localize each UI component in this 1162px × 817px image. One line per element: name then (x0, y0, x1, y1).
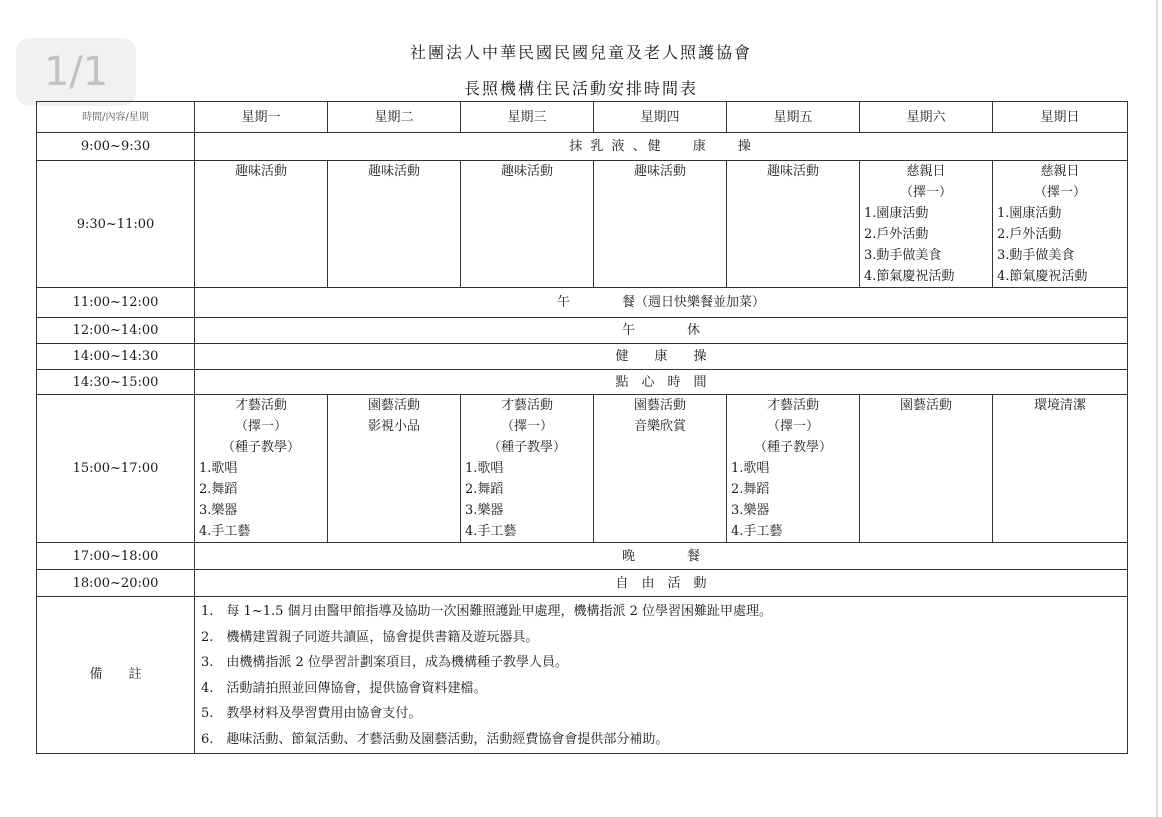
activity-heading: 慈親日 (906, 164, 946, 179)
activity-cell-wed (461, 161, 594, 288)
note-item: 2. 機構建置親子同遊共讀區，協會提供書籍及遊玩器具。 (201, 629, 539, 645)
row-1500 (37, 395, 1128, 543)
choose-one-label: （擇一） (899, 185, 952, 200)
option-item: 4.手工藝 (199, 524, 251, 539)
day-header-tue: 星期二 (328, 102, 461, 133)
time-cell: 17:00~18:00 (37, 543, 195, 570)
row-1430 (37, 370, 1128, 395)
day-header-fri: 星期五 (727, 102, 860, 133)
time-cell: 12:00~14:00 (37, 318, 195, 344)
header-row (37, 102, 1128, 133)
notes-cell (195, 597, 1128, 754)
option-item: 1.園康活動 (997, 206, 1062, 221)
activity-span: 自 由 活 動 (195, 570, 1128, 597)
activity-cell-sat (860, 161, 993, 288)
activity-span: 點 心 時 間 (195, 370, 1128, 395)
row-1100 (37, 288, 1128, 318)
page-indicator: 1/1 (16, 38, 136, 106)
seed-teaching-label: （種子教學） (221, 440, 300, 455)
activity-span: 晚 餐 (195, 543, 1128, 570)
corner-header: 時間/內容/星期 (37, 102, 195, 133)
activity-span: 抹 乳 液 、健 康 操 (195, 133, 1128, 161)
choose-one-label: （擇一） (1033, 185, 1086, 200)
time-cell: 11:00~12:00 (37, 288, 195, 318)
note-item: 6. 趣味活動、節氣活動、才藝活動及園藝活動，活動經費協會會提供部分補助。 (201, 731, 669, 747)
activity-heading: 慈親日 (1040, 164, 1080, 179)
row-1400 (37, 344, 1128, 370)
choose-one-label: （擇一） (500, 419, 553, 434)
option-item: 4.手工藝 (731, 524, 783, 539)
day-header-thu: 星期四 (594, 102, 727, 133)
option-item: 2.舞蹈 (731, 482, 770, 497)
activity-cell-thu (594, 161, 727, 288)
choose-one-label: （擇一） (234, 419, 287, 434)
activity-text: 園藝活動 (899, 398, 952, 413)
org-title: 社團法人中華民國民國兒童及老人照護協會 (409, 43, 752, 62)
option-item: 2.戶外活動 (864, 227, 929, 242)
activity-heading: 才藝活動 (234, 398, 287, 413)
option-item: 2.戶外活動 (997, 227, 1062, 242)
notes-row (37, 597, 1128, 754)
activity-cell-wed (461, 395, 594, 543)
time-cell: 14:00~14:30 (37, 344, 195, 370)
activity-span: 健 康 操 (195, 344, 1128, 370)
option-item: 1.歌唱 (731, 461, 770, 476)
activity-heading: 才藝活動 (766, 398, 819, 413)
option-item: 3.樂器 (465, 503, 504, 518)
activity-text: 環境清潔 (1033, 398, 1086, 413)
activity-text: 趣味活動 (234, 164, 287, 179)
option-item: 1.園康活動 (864, 206, 929, 221)
note-item: 1. 每 1~1.5 個月由醫甲館指導及協助一次困難照護趾甲處理，機構指派 2 位學習困難趾甲處理。 (201, 604, 773, 619)
activity-cell-mon (195, 395, 328, 543)
activity-cell-fri (727, 395, 860, 543)
activity-cell-tue (328, 161, 461, 288)
time-cell: 9:00~9:30 (37, 133, 195, 161)
option-item: 2.舞蹈 (465, 482, 504, 497)
seed-teaching-label: （種子教學） (753, 440, 832, 455)
option-item: 3.動手做美食 (864, 248, 942, 263)
activity-cell-sat (860, 395, 993, 543)
row-0930 (37, 161, 1128, 288)
activity-span: 午 休 (195, 318, 1128, 344)
time-cell: 14:30~15:00 (37, 370, 195, 395)
option-item: 2.舞蹈 (199, 482, 238, 497)
option-item: 4.手工藝 (465, 524, 517, 539)
note-item: 3. 由機構指派 2 位學習計劃案項目，成為機構種子教學人員。 (201, 655, 568, 671)
viewer-edge (1156, 0, 1158, 817)
choose-one-label: （擇一） (766, 419, 819, 434)
day-header-wed: 星期三 (461, 102, 594, 133)
option-item: 4.節氣慶祝活動 (997, 269, 1088, 284)
activity-cell-mon (195, 161, 328, 288)
activity-span: 午 餐（週日快樂餐並加菜） (195, 288, 1128, 318)
activity-text: 趣味活動 (766, 164, 819, 179)
row-0900 (37, 133, 1128, 161)
note-item: 4. 活動請拍照並回傳協會，提供協會資料建檔。 (201, 680, 487, 696)
time-cell: 9:30~11:00 (37, 161, 195, 288)
option-item: 1.歌唱 (465, 461, 504, 476)
seed-teaching-label: （種子教學） (487, 440, 566, 455)
activity-cell-thu (594, 395, 727, 543)
activity-cell-sun (993, 161, 1128, 288)
activity-cell-sun (993, 395, 1128, 543)
day-header-sat: 星期六 (860, 102, 993, 133)
note-item: 5. 教學材料及學習費用由協會支付。 (201, 706, 422, 722)
option-item: 1.歌唱 (199, 461, 238, 476)
time-cell: 15:00~17:00 (37, 395, 195, 543)
notes-label: 備 註 (37, 597, 195, 754)
option-item: 3.動手做美食 (997, 248, 1075, 263)
activity-cell-tue (328, 395, 461, 543)
activity-heading: 才藝活動 (500, 398, 553, 413)
day-header-mon: 星期一 (195, 102, 328, 133)
activity-text: 趣味活動 (367, 164, 420, 179)
row-1800 (37, 570, 1128, 597)
activity-cell-fri (727, 161, 860, 288)
activity-subtitle: 影視小品 (367, 419, 420, 434)
row-1200 (37, 318, 1128, 344)
doc-title: 長照機構住民活動安排時間表 (463, 79, 698, 98)
activity-subtitle: 音樂欣賞 (633, 419, 686, 434)
time-cell: 18:00~20:00 (37, 570, 195, 597)
activity-heading: 園藝活動 (633, 398, 686, 413)
option-item: 3.樂器 (731, 503, 770, 518)
option-item: 3.樂器 (199, 503, 238, 518)
option-item: 4.節氣慶祝活動 (864, 269, 955, 284)
activity-heading: 園藝活動 (367, 398, 420, 413)
activity-text: 趣味活動 (633, 164, 686, 179)
row-1700 (37, 543, 1128, 570)
schedule-table (36, 101, 1128, 754)
activity-text: 趣味活動 (500, 164, 553, 179)
day-header-sun: 星期日 (993, 102, 1128, 133)
